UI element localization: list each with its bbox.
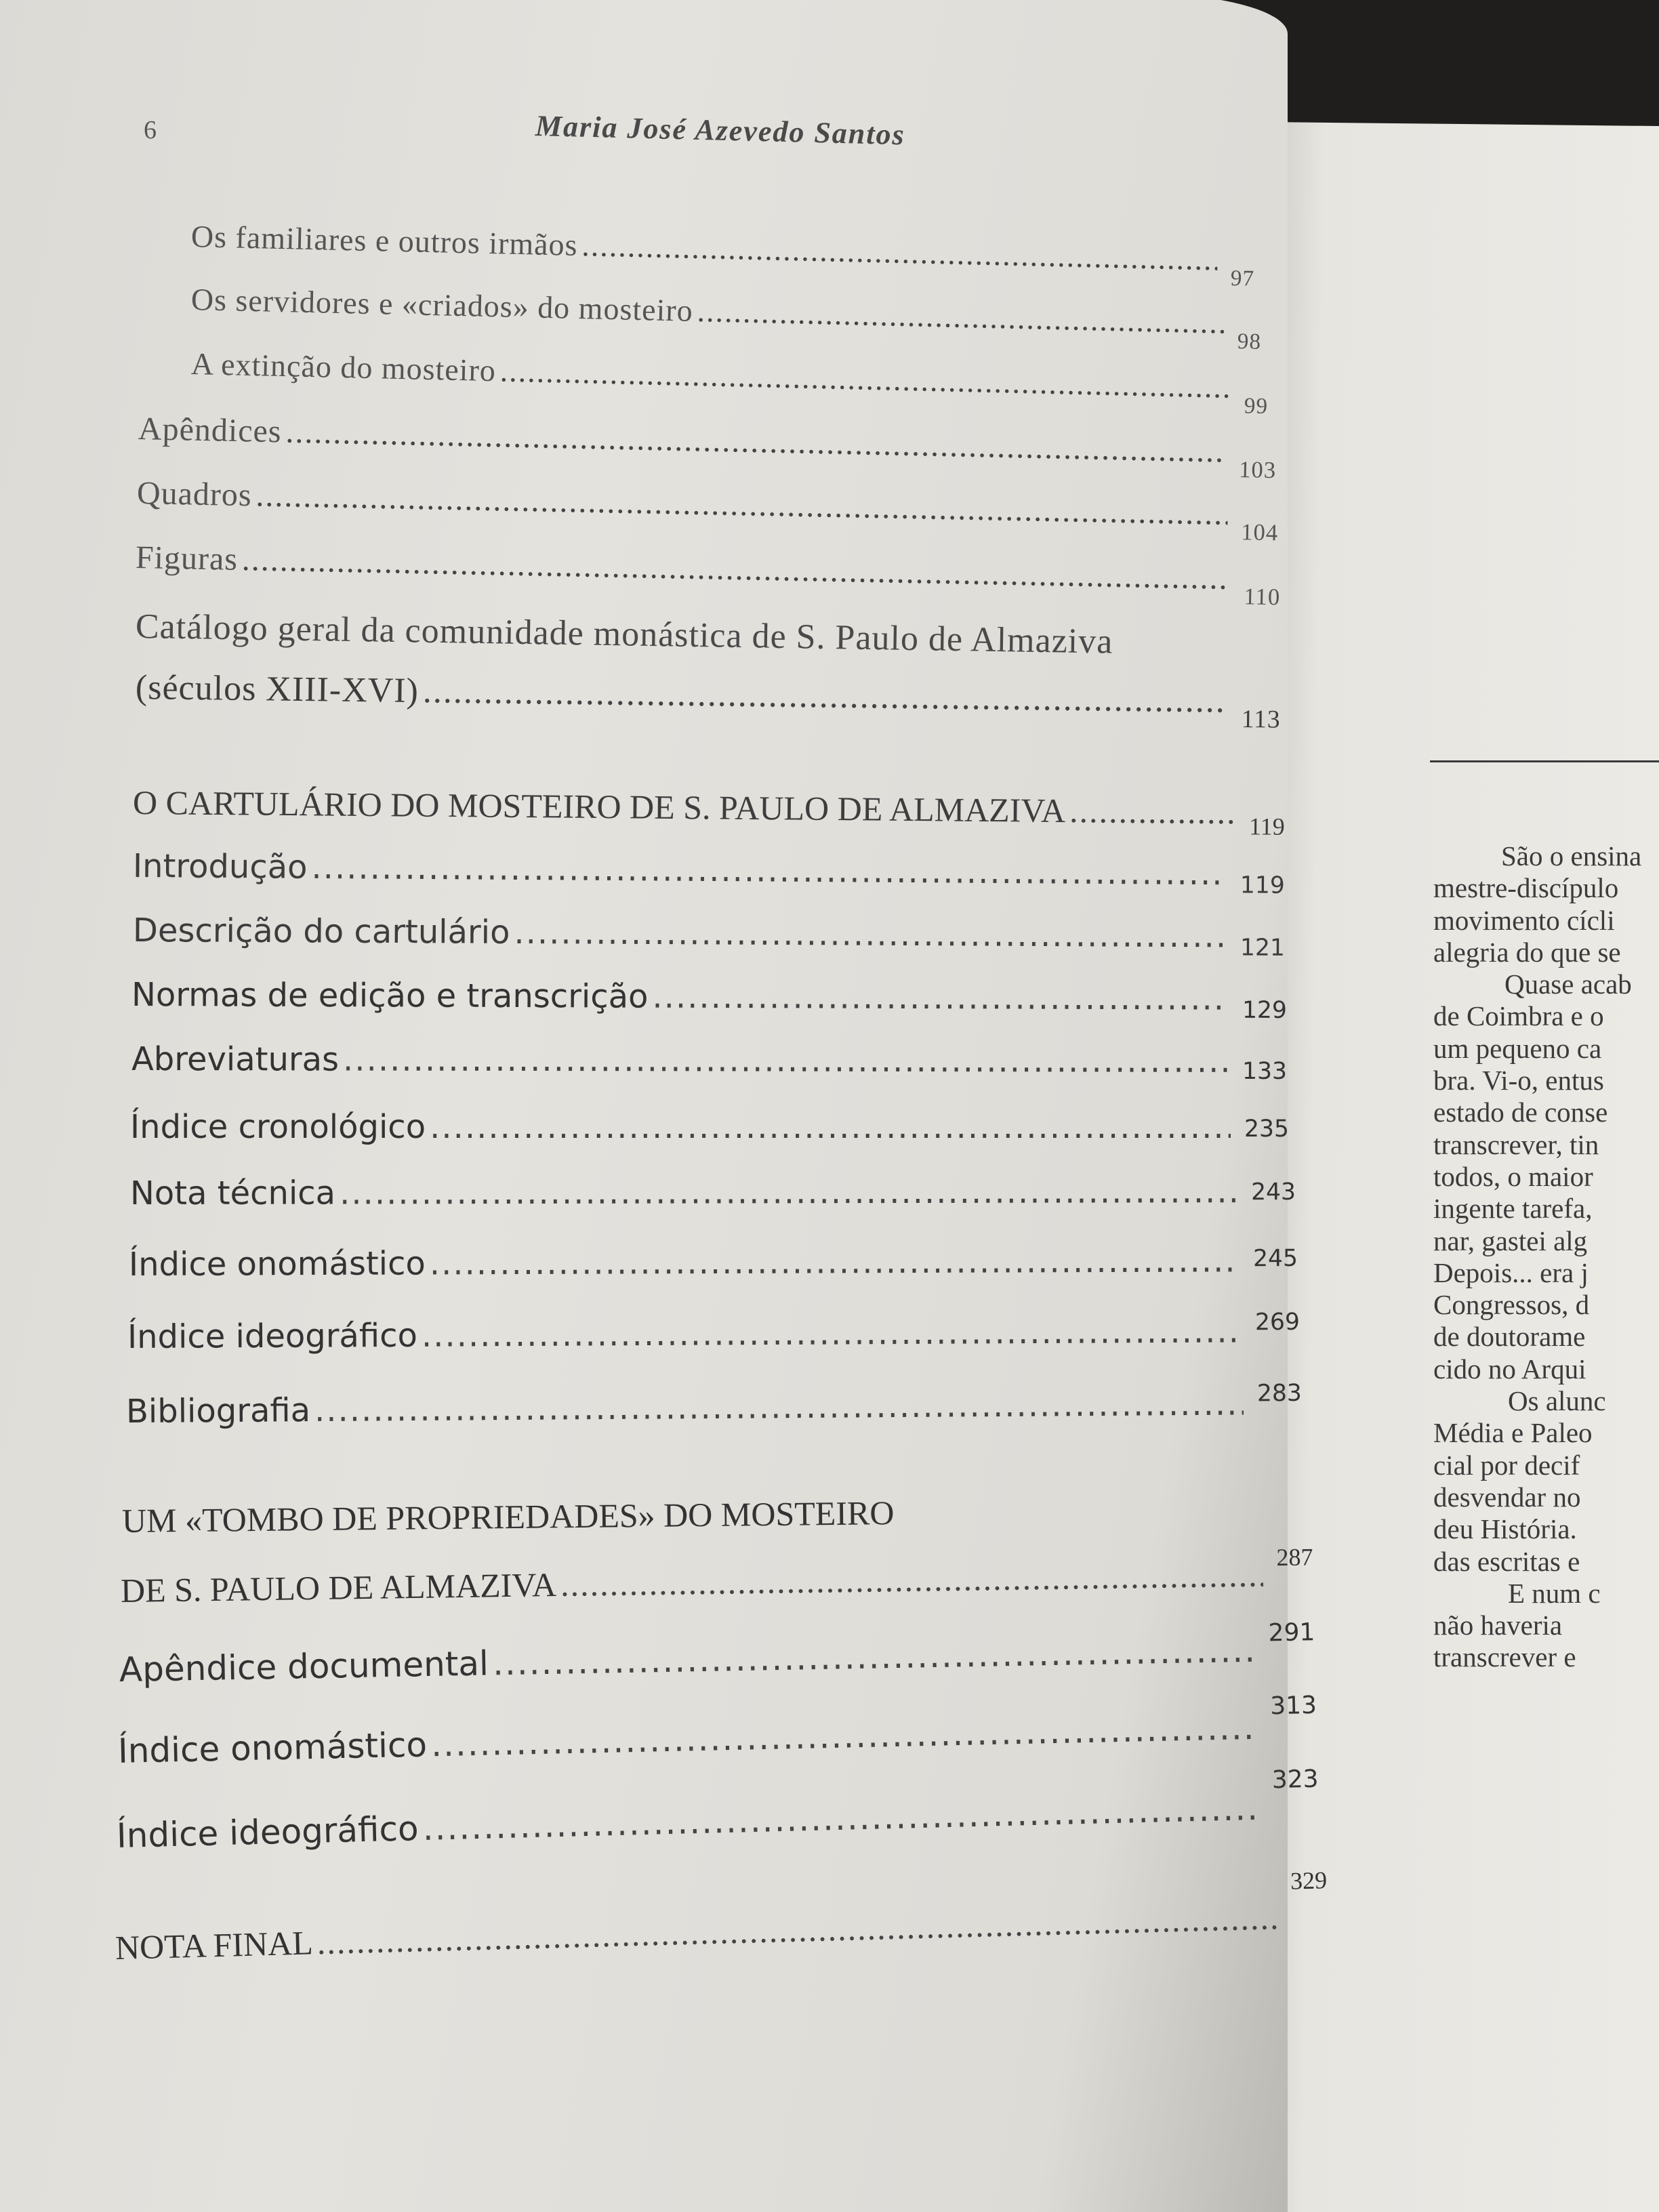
toc-entry-page: 119 (1248, 813, 1285, 840)
facing-line: nar, gastei alg (1433, 1225, 1588, 1256)
toc-entry (130, 1108, 1289, 1146)
page-number: 6 (144, 116, 157, 144)
facing-line: transcrever, tin (1433, 1128, 1599, 1160)
facing-line: estado de conse (1433, 1097, 1608, 1128)
dot-leader (340, 1172, 1237, 1212)
toc-entry-title: Normas de edição e transcrição (131, 976, 649, 1016)
facing-line: desvendar no (1433, 1481, 1581, 1513)
toc-entry-title: Índice onomástico (128, 1244, 426, 1284)
dot-leader (1069, 791, 1236, 832)
toc-entry-page: 99 (1244, 393, 1269, 419)
toc-entry-title: DE S. PAULO DE ALMAZIVA (120, 1565, 557, 1610)
toc-entry-title: (séculos XIII-XVI) (135, 668, 419, 711)
facing-line: alegria do que se (1433, 936, 1621, 968)
facing-line: todos, o maior (1433, 1160, 1593, 1192)
facing-line: cido no Arqui (1433, 1353, 1586, 1385)
facing-line: Os alunc (1508, 1385, 1606, 1417)
facing-line: transcrever e (1433, 1641, 1576, 1673)
toc-entry-page: 133 (1242, 1057, 1288, 1085)
toc-entry (131, 976, 1288, 1024)
toc-entry-page: 243 (1251, 1178, 1296, 1206)
facing-line: Média e Paleo (1433, 1417, 1593, 1449)
toc-entry (130, 1172, 1296, 1212)
toc-entry-page: 269 (1254, 1308, 1300, 1336)
toc-entry (132, 847, 1285, 899)
toc-entry-page: 329 (1290, 1866, 1328, 1895)
toc-entry-title: Índice ideográfico (127, 1316, 418, 1356)
toc-entry-page: 97 (1230, 265, 1255, 291)
toc-entry-page: 283 (1256, 1379, 1302, 1408)
facing-line: de Coimbra e o (1433, 1000, 1604, 1032)
facing-line: Quase acab (1504, 968, 1632, 1000)
toc-entry-page: 323 (1271, 1765, 1319, 1795)
toc-entry-title: Índice onomástico (117, 1725, 428, 1771)
toc-entry-page: 245 (1252, 1244, 1298, 1273)
toc-entry-title: Abreviaturas (131, 1040, 340, 1079)
toc-entry-page: 313 (1269, 1691, 1317, 1721)
dot-leader (514, 914, 1227, 956)
toc-entry-title: Figuras (135, 539, 239, 577)
toc-entry-title: Quadros (136, 475, 253, 514)
facing-line: não haveria (1433, 1610, 1563, 1641)
dot-leader (311, 848, 1227, 893)
toc-entry-page: 235 (1244, 1115, 1289, 1143)
dot-leader (343, 1041, 1229, 1080)
toc-entry-title: Apêndice documental (119, 1643, 489, 1689)
toc-entry (132, 912, 1285, 962)
toc-entry-page: 110 (1244, 583, 1281, 611)
toc-entry-page: 103 (1238, 457, 1277, 484)
dot-leader (314, 1385, 1244, 1429)
facing-line: cial por decif (1433, 1449, 1580, 1481)
toc-entry-page: 121 (1240, 934, 1285, 962)
facing-page-rule (1430, 760, 1659, 762)
running-head: Maria José Azevedo Santos (535, 109, 906, 152)
toc-entry-title: O CARTULÁRIO DO MOSTEIRO DE S. PAULO DE ALMAZIVA (132, 783, 1066, 830)
facing-line: São o ensina (1501, 840, 1642, 872)
dot-leader (430, 1242, 1240, 1282)
dot-leader (652, 978, 1229, 1018)
dot-leader (430, 1108, 1231, 1146)
toc-entry-title: NOTA FINAL (115, 1923, 314, 1967)
facing-page-text (1433, 840, 1659, 1674)
toc-entry-page: 291 (1268, 1618, 1315, 1647)
facing-line: ingente tarefa, (1433, 1193, 1593, 1225)
toc-entry-title: Índice ideográfico (116, 1809, 419, 1856)
facing-line: de doutorame (1433, 1321, 1586, 1353)
facing-line: Depois... era j (1433, 1256, 1589, 1288)
toc-section-heading: UM «TOMBO DE PROPRIEDADES» DO MOSTEIRO (121, 1494, 895, 1540)
toc-entry-page: 98 (1237, 329, 1262, 354)
facing-line: E num c (1508, 1577, 1601, 1609)
toc-entry-title: Os familiares e outros irmãos (190, 219, 579, 262)
toc-entry (127, 1308, 1300, 1356)
toc-entry-title: Introdução (132, 847, 308, 886)
toc-entry (131, 1040, 1288, 1085)
toc-entry-page: 113 (1241, 705, 1281, 734)
facing-line: deu História. (1433, 1513, 1577, 1545)
toc-entry-title: Nota técnica (129, 1174, 336, 1212)
facing-line: Congressos, d (1433, 1289, 1590, 1321)
toc-entry-title: Índice cronológico (130, 1108, 426, 1146)
facing-line: um pequeno ca (1433, 1032, 1602, 1064)
facing-line: mestre-discípulo (1433, 872, 1619, 904)
toc-entry-title: Catálogo geral da comunidade monástica de S. Paulo de Almaziva (135, 607, 1113, 661)
toc-entry-title: Apêndices (138, 411, 283, 450)
facing-line: bra. Vi-o, entus (1433, 1065, 1604, 1097)
toc-entry-title: Os servidores e «criados» do mosteiro (190, 282, 694, 328)
toc-entry-title: A extinção do mosteiro (190, 346, 497, 388)
toc-entry-page: 287 (1276, 1543, 1313, 1572)
toc-entry-page: 119 (1240, 872, 1285, 899)
toc-entry-page: 129 (1242, 996, 1288, 1024)
facing-line: movimento cícli (1433, 904, 1615, 936)
facing-line: das escritas e (1433, 1545, 1580, 1577)
dot-leader (422, 1312, 1242, 1354)
toc-entry-title: Descrição do cartulário (132, 912, 510, 951)
toc-entry-page: 104 (1240, 519, 1279, 546)
toc-entry-title: Bibliografia (125, 1391, 311, 1431)
toc-entry (129, 1242, 1298, 1284)
